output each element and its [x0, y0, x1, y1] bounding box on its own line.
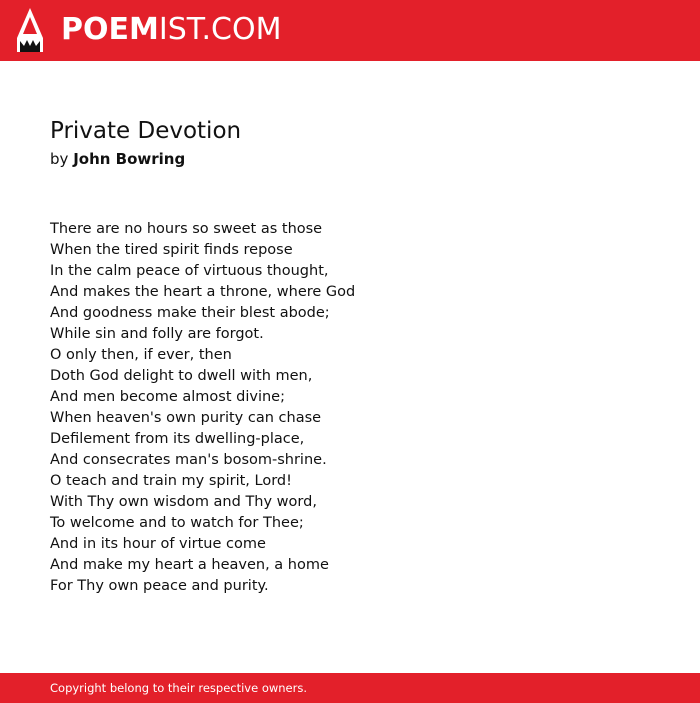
- site-header: [0, 0, 700, 61]
- poem-line: To welcome and to watch for Thee;: [50, 515, 304, 531]
- poem-line: While sin and folly are forgot.: [50, 326, 264, 342]
- poem-title: Private Devotion: [50, 118, 242, 144]
- poem-line: O only then, if ever, then: [50, 347, 232, 363]
- pencil-icon: [17, 8, 43, 52]
- copyright-notice: Copyright belong to their respective owners.: [50, 681, 308, 695]
- poem-author: John Bowring: [73, 150, 186, 168]
- poem-line: When the tired spirit finds repose: [50, 242, 293, 258]
- poem-byline: [50, 148, 185, 170]
- poem-line: And consecrates man's bosom-shrine.: [50, 452, 327, 468]
- logo-text-light: IST.COM: [158, 12, 282, 47]
- poem-line: And in its hour of virtue come: [50, 536, 266, 552]
- poem-body: [50, 219, 650, 597]
- poem-line: When heaven's own purity can chase: [50, 410, 322, 426]
- logo-text-bold: POEM: [61, 12, 159, 47]
- poem-line: Doth God delight to dwell with men,: [50, 368, 313, 384]
- poem-line: O teach and train my spirit, Lord!: [50, 473, 292, 489]
- poem-line: Defilement from its dwelling-place,: [50, 431, 305, 447]
- poem-line: With Thy own wisdom and Thy word,: [50, 494, 317, 510]
- poem-line: And make my heart a heaven, a home: [50, 557, 329, 573]
- poem-line: And men become almost divine;: [50, 389, 285, 405]
- poem-line: In the calm peace of virtuous thought,: [50, 263, 329, 279]
- poem-line: And goodness make their blest abode;: [50, 305, 330, 321]
- site-footer: [0, 673, 700, 703]
- site-logo[interactable]: [61, 12, 281, 48]
- by-label: by: [50, 150, 69, 168]
- poem-line: There are no hours so sweet as those: [50, 221, 323, 237]
- poem-line: For Thy own peace and purity.: [50, 578, 269, 594]
- poem-line: And makes the heart a throne, where God: [50, 284, 356, 300]
